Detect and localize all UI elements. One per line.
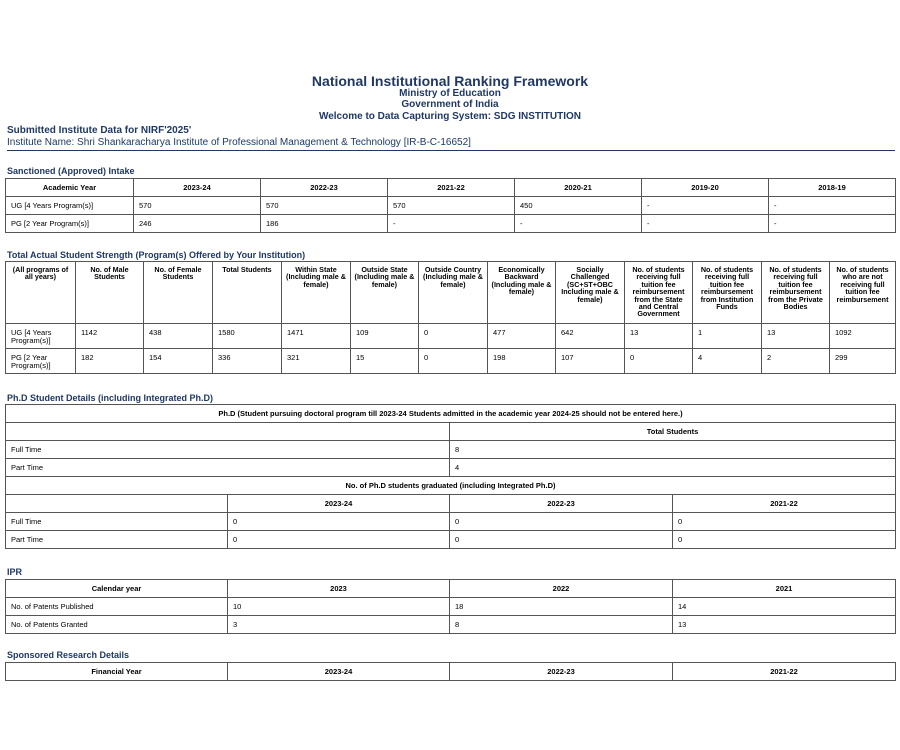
table-cell: 438 [144, 324, 213, 349]
table-row [6, 324, 896, 349]
ipr-header-row [6, 580, 896, 598]
table-row [6, 616, 896, 634]
strength-header-cell: Outside State (Including male & female) [351, 262, 419, 324]
table-cell: 8 [450, 616, 673, 634]
table-row [6, 197, 896, 215]
institute-name: Institute Name: Shri Shankaracharya Institute of Professional Management & Technology [IR-B-C-16652] [7, 137, 471, 148]
ministry-subtitle: Ministry of Education [399, 88, 501, 99]
table-cell: 0 [673, 513, 896, 531]
strength-header-cell: No. of students receiving full tuition fee reimbursement from the State and Central Government [625, 262, 693, 324]
ipr-header-cell: Calendar year [6, 580, 228, 598]
table-cell: - [388, 215, 515, 233]
table-cell: Full Time [6, 441, 450, 459]
table-cell: 0 [625, 349, 693, 374]
strength-section-title: Total Actual Student Strength (Program(s) Offered by Your Institution) [7, 250, 306, 260]
strength-header-cell: Total Students [213, 262, 282, 324]
table-cell: UG [4 Years Program(s)] [6, 324, 76, 349]
table-cell: 10 [228, 598, 450, 616]
table-cell: 642 [556, 324, 625, 349]
table-cell: 450 [515, 197, 642, 215]
sponsored-header-cell: 2023-24 [228, 663, 450, 681]
table-cell: 570 [388, 197, 515, 215]
table-cell: 477 [488, 324, 556, 349]
table-cell: - [642, 215, 769, 233]
phd-total-header: Total Students [450, 423, 896, 441]
strength-header-row [6, 262, 896, 324]
table-row [6, 531, 896, 549]
table-cell: 13 [762, 324, 830, 349]
page-title: National Institutional Ranking Framework [311, 73, 589, 89]
table-cell: Part Time [6, 459, 450, 477]
table-cell: 0 [419, 349, 488, 374]
phd-total-header-row [6, 423, 896, 441]
phd-years-header-row [6, 495, 896, 513]
table-cell: 18 [450, 598, 673, 616]
table-cell: No. of Patents Granted [6, 616, 228, 634]
table-cell: 570 [261, 197, 388, 215]
welcome-subtitle: Welcome to Data Capturing System: SDG INSTITUTION [318, 111, 582, 122]
table-cell: 0 [450, 531, 673, 549]
table-cell: 1580 [213, 324, 282, 349]
intake-header-cell: 2018-19 [769, 179, 896, 197]
table-cell: 4 [450, 459, 896, 477]
table-cell: UG [4 Years Program(s)] [6, 197, 134, 215]
intake-header-cell: 2021-22 [388, 179, 515, 197]
table-row [6, 598, 896, 616]
table-cell: 336 [213, 349, 282, 374]
phd-banner: Ph.D (Student pursuing doctoral program till 2023-24 Students admitted in the academic year 2024-25 should not be entered here.) [6, 405, 896, 423]
table-cell: 4 [693, 349, 762, 374]
table-cell: 570 [134, 197, 261, 215]
ipr-section-title: IPR [7, 567, 23, 577]
table-row [6, 349, 896, 374]
submitted-heading: Submitted Institute Data for NIRF'2025' [7, 125, 192, 136]
sponsored-table [5, 662, 896, 681]
table-cell: Full Time [6, 513, 228, 531]
table-row [6, 459, 896, 477]
table-cell: 107 [556, 349, 625, 374]
table-cell: 246 [134, 215, 261, 233]
intake-header-cell: 2019-20 [642, 179, 769, 197]
table-cell: - [642, 197, 769, 215]
strength-header-cell: No. of students receiving full tuition fee reimbursement from the Private Bodies [762, 262, 830, 324]
table-cell: 1142 [76, 324, 144, 349]
strength-table [5, 261, 896, 374]
table-cell: 198 [488, 349, 556, 374]
header-divider [7, 150, 895, 151]
ipr-header-cell: 2021 [673, 580, 896, 598]
ipr-table [5, 579, 896, 634]
table-cell: PG [2 Year Program(s)] [6, 349, 76, 374]
table-cell: 1471 [282, 324, 351, 349]
phd-graduated-banner: No. of Ph.D students graduated (including Integrated Ph.D) [6, 477, 896, 495]
intake-header-cell: 2022-23 [261, 179, 388, 197]
table-cell: 0 [419, 324, 488, 349]
strength-header-cell: No. of Male Students [76, 262, 144, 324]
table-cell: No. of Patents Published [6, 598, 228, 616]
table-cell: 2 [762, 349, 830, 374]
table-cell: 154 [144, 349, 213, 374]
sponsored-header-cell: 2022-23 [450, 663, 673, 681]
strength-header-cell: (All programs of all years) [6, 262, 76, 324]
table-cell: - [769, 215, 896, 233]
intake-header-cell: Academic Year [6, 179, 134, 197]
strength-header-cell: No. of Female Students [144, 262, 213, 324]
table-cell: PG [2 Year Program(s)] [6, 215, 134, 233]
table-row [6, 441, 896, 459]
intake-section-title: Sanctioned (Approved) Intake [7, 166, 135, 176]
table-cell: 13 [625, 324, 693, 349]
phd-year-header: 2022-23 [450, 495, 673, 513]
table-cell: 3 [228, 616, 450, 634]
intake-header-cell: 2020-21 [515, 179, 642, 197]
strength-header-cell: No. of students who are not receiving full tuition fee reimbursement [830, 262, 896, 324]
phd-blank-cell [6, 423, 450, 441]
phd-graduated-banner-row [6, 477, 896, 495]
phd-blank-cell [6, 495, 228, 513]
strength-header-cell: Within State (Including male & female) [282, 262, 351, 324]
sponsored-header-row [6, 663, 896, 681]
table-cell: 0 [673, 531, 896, 549]
table-cell: 0 [450, 513, 673, 531]
table-cell: 1 [693, 324, 762, 349]
strength-header-cell: No. of students receiving full tuition fee reimbursement from Institution Funds [693, 262, 762, 324]
table-cell: 109 [351, 324, 419, 349]
table-cell: Part Time [6, 531, 228, 549]
table-row [6, 215, 896, 233]
table-cell: 0 [228, 513, 450, 531]
table-cell: - [769, 197, 896, 215]
strength-header-cell: Outside Country (Including male & female) [419, 262, 488, 324]
table-cell: 186 [261, 215, 388, 233]
intake-header-row [6, 179, 896, 197]
sponsored-section-title: Sponsored Research Details [7, 650, 130, 660]
phd-table [5, 404, 896, 549]
phd-year-header: 2021-22 [673, 495, 896, 513]
ipr-header-cell: 2022 [450, 580, 673, 598]
strength-header-cell: Socially Challenged (SC+ST+OBC Including male & female) [556, 262, 625, 324]
intake-table [5, 178, 896, 233]
intake-header-cell: 2023-24 [134, 179, 261, 197]
phd-section-title: Ph.D Student Details (including Integrated Ph.D) [7, 393, 214, 403]
table-cell: 182 [76, 349, 144, 374]
ipr-header-cell: 2023 [228, 580, 450, 598]
table-cell: 0 [228, 531, 450, 549]
table-cell: - [515, 215, 642, 233]
table-cell: 13 [673, 616, 896, 634]
table-cell: 14 [673, 598, 896, 616]
phd-year-header: 2023-24 [228, 495, 450, 513]
table-cell: 299 [830, 349, 896, 374]
table-cell: 321 [282, 349, 351, 374]
table-row [6, 513, 896, 531]
government-subtitle: Government of India [401, 99, 499, 110]
sponsored-header-cell: Financial Year [6, 663, 228, 681]
table-cell: 15 [351, 349, 419, 374]
table-cell: 1092 [830, 324, 896, 349]
table-cell: 8 [450, 441, 896, 459]
sponsored-header-cell: 2021-22 [673, 663, 896, 681]
strength-header-cell: Economically Backward (Including male & female) [488, 262, 556, 324]
phd-banner-row [6, 405, 896, 423]
